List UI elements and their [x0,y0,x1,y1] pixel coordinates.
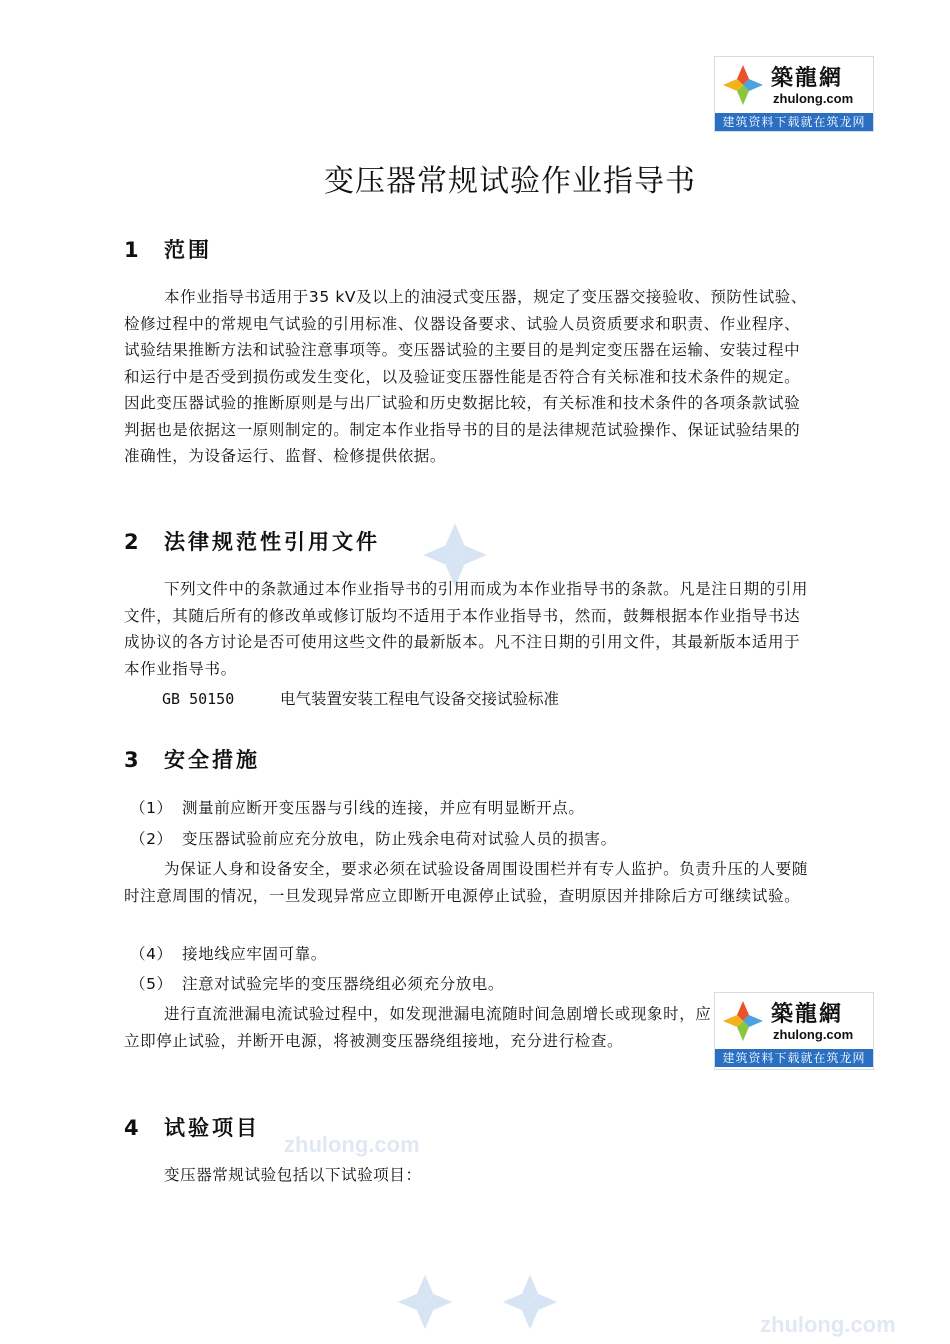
watermark-star-icon [395,1272,455,1332]
zhulong-logo-overlay[interactable] [714,992,874,1070]
logo-chinese-name: 築龍網 [771,1001,844,1027]
section-1-heading: 1 范围 [124,238,212,262]
zhulong-star-icon [721,999,765,1043]
safety-paragraph-dc-leakage: 进行直流泄漏电流试验过程中，如发现泄漏电流随时间急剧增长或现象时，应立即停止试验，并断开电源，将被测变压器绕组接地，充分进行检查。 [124,1005,712,1050]
document-title: 变压器常规试验作业指导书 [324,164,696,199]
logo-domain: zhulong.com [773,1027,854,1042]
watermark-star-icon [500,1272,560,1332]
section-3-heading: 3 安全措施 [124,748,260,772]
section-2-paragraph: 下列文件中的条款通过本作业指导书的引用而成为本作业指导书的条款。凡是注日期的引用文件，其随后所有的修改单或修订版均不适用于本作业指导书，然而，鼓舞根据本作业指导书达成协议的各方讨论是否可使用这些文件的最新版本。凡不注日期的引用文件，其最新版本适用于本作业指导书。 [124,580,809,678]
safety-paragraph: 为保证人身和设备安全，要求必须在试验设备周围设围栏并有专人监护。负责升压的人要随时注意周围的情况，一旦发现异常应立即断开电源停止试验，查明原因并排除后方可继续试验。 [124,860,809,905]
section-4-heading: 4 试验项目 [124,1116,260,1140]
logo-domain: zhulong.com [773,91,854,106]
watermark-star-icon [420,520,490,590]
safety-item: （2） 变压器试验前应充分放电，防止残余电荷对试验人员的损害。 [130,830,617,848]
logo-tagline: 建筑资料下载就在筑龙网 [715,113,873,131]
logo-chinese-name: 築龍網 [771,65,844,91]
safety-item: （5） 注意对试验完毕的变压器绕组必须充分放电。 [130,975,505,993]
section-2-heading: 2 法律规范性引用文件 [124,530,380,554]
zhulong-star-icon [721,63,765,107]
reference-title: 电气装置安装工程电气设备交接试验标准 [280,690,560,708]
reference-standard [162,687,559,709]
logo-tagline: 建筑资料下载就在筑龙网 [715,1049,873,1067]
safety-item: （1） 测量前应断开变压器与引线的连接，并应有明显断开点。 [130,799,585,817]
reference-code: GB 50150 [162,690,235,708]
safety-item: （4） 接地线应牢固可靠。 [130,945,327,963]
zhulong-logo[interactable] [714,56,874,132]
section-4-paragraph: 变压器常规试验包括以下试验项目： [164,1166,422,1184]
watermark-text: zhulong.com [760,1312,896,1337]
watermark-text: zhulong.com [284,1132,420,1157]
section-1-paragraph: 本作业指导书适用于35 kV及以上的油浸式变压器，规定了变压器交接验收、预防性试验、检修过程中的常规电气试验的引用标准、仪器设备要求、试验人员资质要求和职责、作业程序、试验结果推断方法和试验注意事项等。变压器试验的主要目的是判定变压器在运输、安装过程中和运行中是否受到损伤或发生变化，以及验证变压器性能是否符合有关标准和技术条件的规定。因此变压器试验的推断原则是与出厂试验和历史数据比较，有关标准和技术条件的各项条款试验判据也是依据这一原则制定的。制定本作业指导书的目的是法律规范试验操作、保证试验结果的准确性，为设备运行、监督、检修提供依据。 [124,288,807,465]
